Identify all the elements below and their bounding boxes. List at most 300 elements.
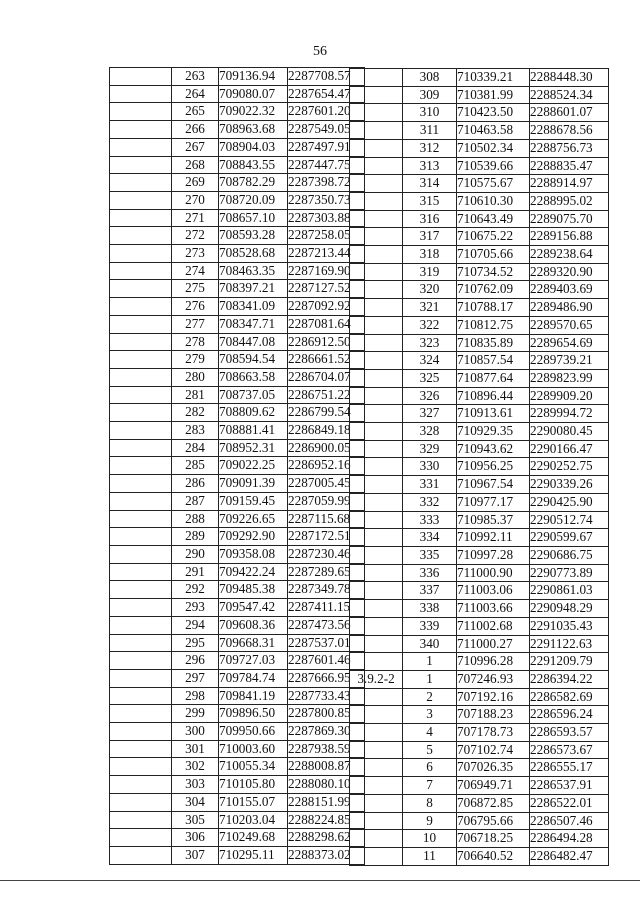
point-id-cell: 7 bbox=[403, 777, 457, 795]
section-cell bbox=[110, 652, 172, 670]
y-coordinate-cell: 2290512.74 bbox=[530, 511, 609, 529]
point-id-cell: 339 bbox=[403, 617, 457, 635]
y-coordinate-cell: 2291035.43 bbox=[530, 617, 609, 635]
x-coordinate-cell: 710675.22 bbox=[457, 228, 530, 246]
y-coordinate-cell: 2290599.67 bbox=[530, 529, 609, 547]
table-row bbox=[350, 157, 609, 175]
table-row bbox=[350, 724, 609, 742]
y-coordinate-cell: 2287005.45 bbox=[288, 475, 365, 493]
x-coordinate-cell: 710423.50 bbox=[457, 104, 530, 122]
table-row bbox=[350, 546, 609, 564]
x-coordinate-cell: 707192.16 bbox=[457, 688, 530, 706]
y-coordinate-cell: 2290861.03 bbox=[530, 582, 609, 600]
section-cell bbox=[110, 563, 172, 581]
table-row bbox=[110, 599, 365, 617]
section-cell bbox=[110, 475, 172, 493]
y-coordinate-cell: 2288756.73 bbox=[530, 139, 609, 157]
section-cell bbox=[350, 830, 403, 848]
x-coordinate-cell: 710929.35 bbox=[457, 423, 530, 441]
x-coordinate-cell: 709950.66 bbox=[219, 723, 288, 741]
table-row bbox=[110, 528, 365, 546]
table-row bbox=[350, 405, 609, 423]
x-coordinate-cell: 706949.71 bbox=[457, 777, 530, 795]
point-id-cell: 9 bbox=[403, 812, 457, 830]
y-coordinate-cell: 2287733.43 bbox=[288, 687, 365, 705]
x-coordinate-cell: 709422.24 bbox=[219, 563, 288, 581]
point-id-cell: 6 bbox=[403, 759, 457, 777]
table-row bbox=[350, 529, 609, 547]
x-coordinate-cell: 708341.09 bbox=[219, 298, 288, 316]
y-coordinate-cell: 2287549.05 bbox=[288, 121, 365, 139]
y-coordinate-cell: 2288373.02 bbox=[288, 846, 365, 864]
x-coordinate-cell: 710985.37 bbox=[457, 511, 530, 529]
point-id-cell: 316 bbox=[403, 210, 457, 228]
y-coordinate-cell: 2287398.72 bbox=[288, 174, 365, 192]
x-coordinate-cell: 710463.58 bbox=[457, 122, 530, 140]
table-row bbox=[350, 688, 609, 706]
y-coordinate-cell: 2286799.54 bbox=[288, 404, 365, 422]
x-coordinate-cell: 710003.60 bbox=[219, 740, 288, 758]
section-cell bbox=[350, 476, 403, 494]
point-id-cell: 337 bbox=[403, 582, 457, 600]
point-id-cell: 278 bbox=[172, 333, 219, 351]
y-coordinate-cell: 2287666.95 bbox=[288, 669, 365, 687]
point-id-cell: 295 bbox=[172, 634, 219, 652]
x-coordinate-cell: 710203.04 bbox=[219, 811, 288, 829]
point-id-cell: 317 bbox=[403, 228, 457, 246]
x-coordinate-cell: 708782.29 bbox=[219, 174, 288, 192]
x-coordinate-cell: 710705.66 bbox=[457, 246, 530, 264]
section-cell bbox=[350, 741, 403, 759]
table-row bbox=[110, 758, 365, 776]
point-id-cell: 301 bbox=[172, 740, 219, 758]
section-cell bbox=[350, 263, 403, 281]
table-row bbox=[350, 493, 609, 511]
y-coordinate-cell: 2289238.64 bbox=[530, 246, 609, 264]
table-row bbox=[110, 652, 365, 670]
x-coordinate-cell: 710812.75 bbox=[457, 316, 530, 334]
x-coordinate-cell: 707178.73 bbox=[457, 724, 530, 742]
table-row bbox=[110, 156, 365, 174]
y-coordinate-cell: 2286593.57 bbox=[530, 724, 609, 742]
table-row bbox=[110, 687, 365, 705]
point-id-cell: 269 bbox=[172, 174, 219, 192]
x-coordinate-cell: 710967.54 bbox=[457, 476, 530, 494]
y-coordinate-cell: 2290425.90 bbox=[530, 493, 609, 511]
table-row bbox=[350, 86, 609, 104]
y-coordinate-cell: 2287303.88 bbox=[288, 209, 365, 227]
point-id-cell: 310 bbox=[403, 104, 457, 122]
table-row bbox=[110, 439, 365, 457]
x-coordinate-cell: 710734.52 bbox=[457, 263, 530, 281]
y-coordinate-cell: 2287938.59 bbox=[288, 740, 365, 758]
point-id-cell: 299 bbox=[172, 705, 219, 723]
table-row bbox=[350, 617, 609, 635]
section-cell bbox=[350, 759, 403, 777]
section-cell bbox=[110, 315, 172, 333]
point-id-cell: 285 bbox=[172, 457, 219, 475]
y-coordinate-cell: 2288835.47 bbox=[530, 157, 609, 175]
section-cell bbox=[350, 582, 403, 600]
y-coordinate-cell: 2286507.46 bbox=[530, 812, 609, 830]
y-coordinate-cell: 2287081.64 bbox=[288, 315, 365, 333]
table-row bbox=[110, 829, 365, 847]
point-id-cell: 321 bbox=[403, 299, 457, 317]
y-coordinate-cell: 2286751.22 bbox=[288, 386, 365, 404]
section-cell bbox=[350, 847, 403, 865]
x-coordinate-cell: 709022.32 bbox=[219, 103, 288, 121]
y-coordinate-cell: 2288995.02 bbox=[530, 192, 609, 210]
point-id-cell: 2 bbox=[403, 688, 457, 706]
point-id-cell: 294 bbox=[172, 616, 219, 634]
x-coordinate-cell: 709485.38 bbox=[219, 581, 288, 599]
y-coordinate-cell: 2287258.05 bbox=[288, 227, 365, 245]
table-row bbox=[350, 759, 609, 777]
x-coordinate-cell: 709080.07 bbox=[219, 85, 288, 103]
x-coordinate-cell: 708737.05 bbox=[219, 386, 288, 404]
section-cell bbox=[110, 368, 172, 386]
x-coordinate-cell: 711002.68 bbox=[457, 617, 530, 635]
section-cell bbox=[110, 740, 172, 758]
point-id-cell: 10 bbox=[403, 830, 457, 848]
y-coordinate-cell: 2287800.85 bbox=[288, 705, 365, 723]
section-cell bbox=[350, 334, 403, 352]
y-coordinate-cell: 2287654.47 bbox=[288, 85, 365, 103]
table-row bbox=[350, 281, 609, 299]
table-row bbox=[110, 422, 365, 440]
section-cell bbox=[350, 299, 403, 317]
section-cell bbox=[110, 616, 172, 634]
y-coordinate-cell: 2289739.21 bbox=[530, 352, 609, 370]
table-row bbox=[110, 368, 365, 386]
point-id-cell: 5 bbox=[403, 741, 457, 759]
table-row bbox=[350, 316, 609, 334]
table-row bbox=[110, 280, 365, 298]
point-id-cell: 274 bbox=[172, 262, 219, 280]
x-coordinate-cell: 709608.36 bbox=[219, 616, 288, 634]
section-cell bbox=[110, 351, 172, 369]
point-id-cell: 281 bbox=[172, 386, 219, 404]
y-coordinate-cell: 2287092.92 bbox=[288, 298, 365, 316]
x-coordinate-cell: 710339.21 bbox=[457, 69, 530, 87]
table-row bbox=[110, 351, 365, 369]
section-cell bbox=[110, 439, 172, 457]
table-row bbox=[350, 175, 609, 193]
table-row bbox=[350, 847, 609, 865]
section-cell bbox=[110, 793, 172, 811]
point-id-cell: 266 bbox=[172, 121, 219, 139]
y-coordinate-cell: 2287473.56 bbox=[288, 616, 365, 634]
section-cell bbox=[350, 617, 403, 635]
point-id-cell: 327 bbox=[403, 405, 457, 423]
point-id-cell: 338 bbox=[403, 600, 457, 618]
y-coordinate-cell: 2290339.26 bbox=[530, 476, 609, 494]
x-coordinate-cell: 709022.25 bbox=[219, 457, 288, 475]
y-coordinate-cell: 2288524.34 bbox=[530, 86, 609, 104]
point-id-cell: 270 bbox=[172, 191, 219, 209]
section-cell bbox=[350, 86, 403, 104]
section-cell bbox=[110, 174, 172, 192]
x-coordinate-cell: 708463.35 bbox=[219, 262, 288, 280]
table-row bbox=[110, 492, 365, 510]
section-cell bbox=[350, 546, 403, 564]
y-coordinate-cell: 2291209.79 bbox=[530, 653, 609, 671]
x-coordinate-cell: 709668.31 bbox=[219, 634, 288, 652]
x-coordinate-cell: 710943.62 bbox=[457, 440, 530, 458]
section-cell bbox=[110, 121, 172, 139]
point-id-cell: 263 bbox=[172, 68, 219, 86]
y-coordinate-cell: 2286537.91 bbox=[530, 777, 609, 795]
table-row bbox=[350, 263, 609, 281]
y-coordinate-cell: 2288008.87 bbox=[288, 758, 365, 776]
x-coordinate-cell: 708657.10 bbox=[219, 209, 288, 227]
y-coordinate-cell: 2288914.97 bbox=[530, 175, 609, 193]
y-coordinate-cell: 2287349.78 bbox=[288, 581, 365, 599]
x-coordinate-cell: 709292.90 bbox=[219, 528, 288, 546]
table-row bbox=[350, 812, 609, 830]
table-row bbox=[350, 210, 609, 228]
y-coordinate-cell: 2289403.69 bbox=[530, 281, 609, 299]
table-row bbox=[110, 386, 365, 404]
table-row bbox=[350, 777, 609, 795]
point-id-cell: 326 bbox=[403, 387, 457, 405]
section-cell bbox=[110, 209, 172, 227]
x-coordinate-cell: 710913.61 bbox=[457, 405, 530, 423]
section-cell bbox=[350, 104, 403, 122]
point-id-cell: 318 bbox=[403, 246, 457, 264]
section-cell bbox=[110, 669, 172, 687]
table-row bbox=[350, 122, 609, 140]
x-coordinate-cell: 708952.31 bbox=[219, 439, 288, 457]
section-cell bbox=[350, 812, 403, 830]
point-id-cell: 292 bbox=[172, 581, 219, 599]
section-cell bbox=[110, 723, 172, 741]
table-row bbox=[350, 511, 609, 529]
point-id-cell: 297 bbox=[172, 669, 219, 687]
point-id-cell: 264 bbox=[172, 85, 219, 103]
point-id-cell: 298 bbox=[172, 687, 219, 705]
section-cell bbox=[110, 422, 172, 440]
y-coordinate-cell: 2290686.75 bbox=[530, 546, 609, 564]
point-id-cell: 336 bbox=[403, 564, 457, 582]
x-coordinate-cell: 708963.68 bbox=[219, 121, 288, 139]
point-id-cell: 11 bbox=[403, 847, 457, 865]
x-coordinate-cell: 708347.71 bbox=[219, 315, 288, 333]
y-coordinate-cell: 2288448.30 bbox=[530, 69, 609, 87]
section-cell bbox=[110, 227, 172, 245]
point-id-cell: 304 bbox=[172, 793, 219, 811]
section-cell bbox=[350, 228, 403, 246]
point-id-cell: 271 bbox=[172, 209, 219, 227]
table-row bbox=[350, 476, 609, 494]
x-coordinate-cell: 709547.42 bbox=[219, 599, 288, 617]
x-coordinate-cell: 710956.25 bbox=[457, 458, 530, 476]
point-id-cell: 307 bbox=[172, 846, 219, 864]
point-id-cell: 319 bbox=[403, 263, 457, 281]
x-coordinate-cell: 710055.34 bbox=[219, 758, 288, 776]
section-cell bbox=[350, 423, 403, 441]
y-coordinate-cell: 2287230.46 bbox=[288, 545, 365, 563]
x-coordinate-cell: 708720.09 bbox=[219, 191, 288, 209]
x-coordinate-cell: 709136.94 bbox=[219, 68, 288, 86]
x-coordinate-cell: 710997.28 bbox=[457, 546, 530, 564]
y-coordinate-cell: 2286849.18 bbox=[288, 422, 365, 440]
section-cell bbox=[110, 776, 172, 794]
point-id-cell: 331 bbox=[403, 476, 457, 494]
x-coordinate-cell: 710105.80 bbox=[219, 776, 288, 794]
y-coordinate-cell: 2289570.65 bbox=[530, 316, 609, 334]
section-cell bbox=[110, 280, 172, 298]
x-coordinate-cell: 708594.54 bbox=[219, 351, 288, 369]
y-coordinate-cell: 2289075.70 bbox=[530, 210, 609, 228]
table-row bbox=[110, 103, 365, 121]
x-coordinate-cell: 709159.45 bbox=[219, 492, 288, 510]
x-coordinate-cell: 710539.66 bbox=[457, 157, 530, 175]
point-id-cell: 267 bbox=[172, 138, 219, 156]
x-coordinate-cell: 707026.35 bbox=[457, 759, 530, 777]
y-coordinate-cell: 2287289.65 bbox=[288, 563, 365, 581]
section-cell bbox=[110, 103, 172, 121]
table-row bbox=[350, 104, 609, 122]
y-coordinate-cell: 2290773.89 bbox=[530, 564, 609, 582]
table-row bbox=[110, 315, 365, 333]
section-cell bbox=[350, 600, 403, 618]
table-row bbox=[350, 600, 609, 618]
section-cell bbox=[110, 811, 172, 829]
section-cell bbox=[350, 387, 403, 405]
table-row bbox=[110, 245, 365, 263]
y-coordinate-cell: 2287869.30 bbox=[288, 723, 365, 741]
point-id-cell: 305 bbox=[172, 811, 219, 829]
point-id-cell: 332 bbox=[403, 493, 457, 511]
x-coordinate-cell: 707188.23 bbox=[457, 706, 530, 724]
point-id-cell: 265 bbox=[172, 103, 219, 121]
table-row bbox=[110, 174, 365, 192]
point-id-cell: 287 bbox=[172, 492, 219, 510]
y-coordinate-cell: 2289909.20 bbox=[530, 387, 609, 405]
table-row bbox=[350, 334, 609, 352]
point-id-cell: 279 bbox=[172, 351, 219, 369]
table-row bbox=[110, 262, 365, 280]
y-coordinate-cell: 2289486.90 bbox=[530, 299, 609, 317]
table-row bbox=[350, 192, 609, 210]
point-id-cell: 296 bbox=[172, 652, 219, 670]
point-id-cell: 3 bbox=[403, 706, 457, 724]
section-cell bbox=[110, 758, 172, 776]
section-cell bbox=[110, 138, 172, 156]
section-cell bbox=[350, 706, 403, 724]
table-row bbox=[350, 830, 609, 848]
section-cell bbox=[110, 510, 172, 528]
y-coordinate-cell: 2286482.47 bbox=[530, 847, 609, 865]
section-cell bbox=[350, 529, 403, 547]
section-cell bbox=[350, 794, 403, 812]
section-cell bbox=[110, 386, 172, 404]
table-row bbox=[350, 228, 609, 246]
x-coordinate-cell: 711003.06 bbox=[457, 582, 530, 600]
x-coordinate-cell: 710992.11 bbox=[457, 529, 530, 547]
x-coordinate-cell: 709841.19 bbox=[219, 687, 288, 705]
section-cell bbox=[350, 635, 403, 653]
y-coordinate-cell: 2289320.90 bbox=[530, 263, 609, 281]
section-cell bbox=[110, 528, 172, 546]
y-coordinate-cell: 2286661.52 bbox=[288, 351, 365, 369]
table-row bbox=[350, 706, 609, 724]
point-id-cell: 273 bbox=[172, 245, 219, 263]
point-id-cell: 334 bbox=[403, 529, 457, 547]
table-row bbox=[350, 794, 609, 812]
table-row bbox=[110, 545, 365, 563]
section-cell bbox=[110, 85, 172, 103]
x-coordinate-cell: 710996.28 bbox=[457, 653, 530, 671]
table-row bbox=[110, 457, 365, 475]
x-coordinate-cell: 708593.28 bbox=[219, 227, 288, 245]
point-id-cell: 323 bbox=[403, 334, 457, 352]
x-coordinate-cell: 711003.66 bbox=[457, 600, 530, 618]
table-row bbox=[350, 369, 609, 387]
point-id-cell: 8 bbox=[403, 794, 457, 812]
y-coordinate-cell: 2288678.56 bbox=[530, 122, 609, 140]
section-cell bbox=[110, 156, 172, 174]
x-coordinate-cell: 708528.68 bbox=[219, 245, 288, 263]
section-cell bbox=[350, 564, 403, 582]
y-coordinate-cell: 2287708.57 bbox=[288, 68, 365, 86]
x-coordinate-cell: 709226.65 bbox=[219, 510, 288, 528]
x-coordinate-cell: 708809.62 bbox=[219, 404, 288, 422]
coordinate-table-right bbox=[349, 68, 609, 866]
coordinate-table-left-body bbox=[110, 68, 365, 865]
table-row bbox=[350, 741, 609, 759]
point-id-cell: 280 bbox=[172, 368, 219, 386]
y-coordinate-cell: 2288151.99 bbox=[288, 793, 365, 811]
section-cell bbox=[350, 493, 403, 511]
point-id-cell: 4 bbox=[403, 724, 457, 742]
section-cell bbox=[110, 829, 172, 847]
x-coordinate-cell: 710857.54 bbox=[457, 352, 530, 370]
point-id-cell: 289 bbox=[172, 528, 219, 546]
table-row bbox=[110, 740, 365, 758]
x-coordinate-cell: 708663.58 bbox=[219, 368, 288, 386]
table-row bbox=[350, 387, 609, 405]
point-id-cell: 283 bbox=[172, 422, 219, 440]
y-coordinate-cell: 2287447.75 bbox=[288, 156, 365, 174]
section-cell bbox=[350, 511, 403, 529]
x-coordinate-cell: 709091.39 bbox=[219, 475, 288, 493]
point-id-cell: 335 bbox=[403, 546, 457, 564]
table-row bbox=[110, 138, 365, 156]
y-coordinate-cell: 2287601.20 bbox=[288, 103, 365, 121]
table-row bbox=[350, 299, 609, 317]
point-id-cell: 333 bbox=[403, 511, 457, 529]
section-cell bbox=[350, 246, 403, 264]
table-row bbox=[110, 510, 365, 528]
x-coordinate-cell: 708447.08 bbox=[219, 333, 288, 351]
point-id-cell: 275 bbox=[172, 280, 219, 298]
point-id-cell: 288 bbox=[172, 510, 219, 528]
table-row bbox=[110, 563, 365, 581]
point-id-cell: 277 bbox=[172, 315, 219, 333]
section-cell bbox=[110, 634, 172, 652]
section-cell bbox=[350, 688, 403, 706]
x-coordinate-cell: 710643.49 bbox=[457, 210, 530, 228]
table-row bbox=[110, 705, 365, 723]
x-coordinate-cell: 706872.85 bbox=[457, 794, 530, 812]
point-id-cell: 320 bbox=[403, 281, 457, 299]
point-id-cell: 322 bbox=[403, 316, 457, 334]
table-row bbox=[110, 227, 365, 245]
y-coordinate-cell: 2287411.15 bbox=[288, 599, 365, 617]
x-coordinate-cell: 710155.07 bbox=[219, 793, 288, 811]
